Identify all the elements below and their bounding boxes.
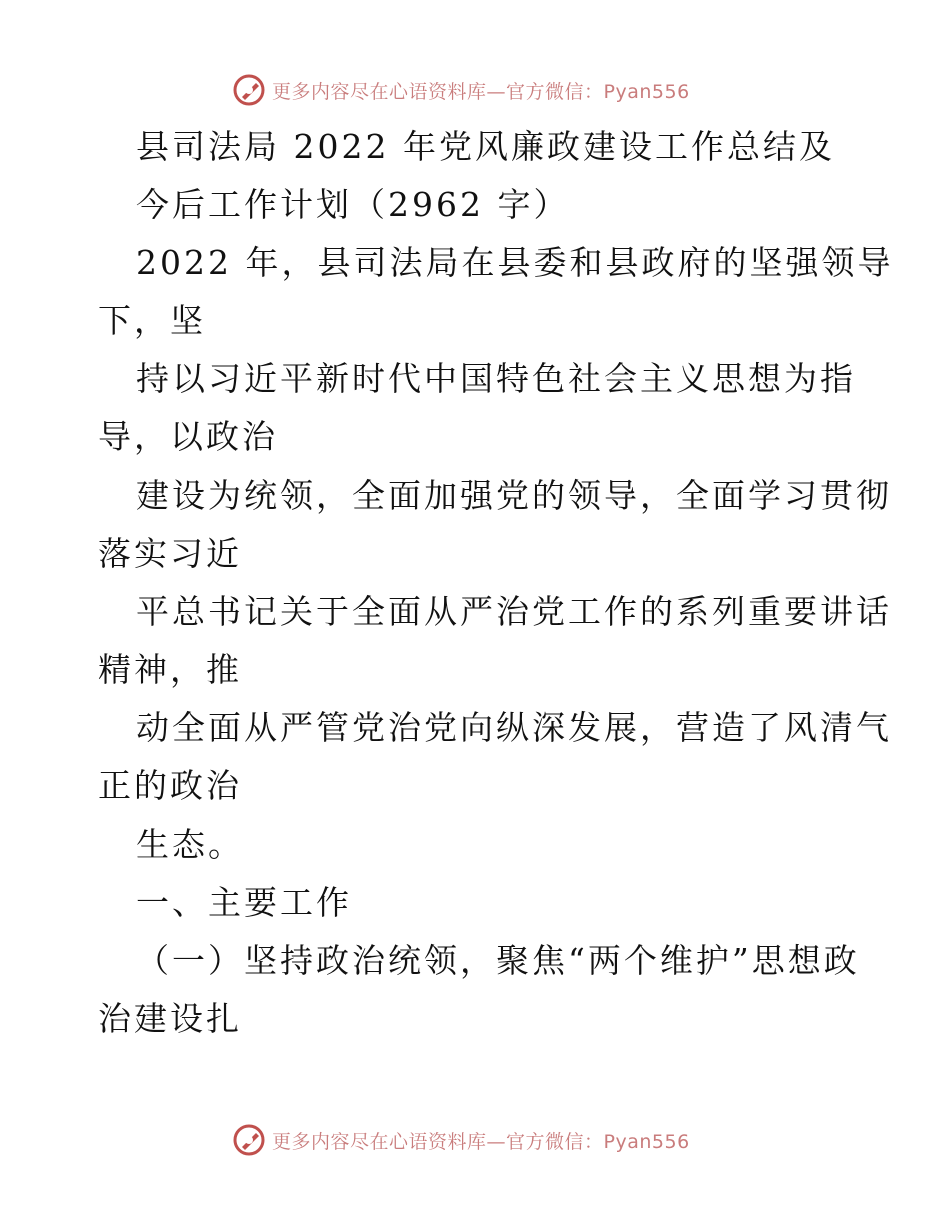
doc-title-line-2: 今后工作计划（2962 字） — [136, 185, 570, 224]
paragraph-line: 平总书记关于全面从严治党工作的系列重要讲话 — [136, 592, 892, 631]
paragraph-line: 下，坚 — [98, 301, 206, 340]
pen-seal-icon — [232, 73, 266, 107]
watermark-header — [232, 70, 690, 110]
watermark-text: 更多内容尽在心语资料库—官方微信：Pyan556 — [272, 80, 690, 103]
watermark-footer — [232, 1120, 690, 1160]
paragraph-line: 2022 年，县司法局在县委和县政府的坚强领导 — [136, 243, 894, 282]
paragraph-line: 生态。 — [136, 825, 244, 864]
paragraph-line: 导，以政治 — [98, 417, 278, 456]
paragraph-line: 正的政治 — [98, 766, 242, 805]
paragraph-line: 落实习近 — [98, 534, 242, 573]
paragraph-line: 动全面从严管党治党向纵深发展，营造了风清气 — [136, 708, 892, 747]
paragraph-line: 持以习近平新时代中国特色社会主义思想为指 — [136, 359, 856, 398]
subsection-heading: （一）坚持政治统领，聚焦“两个维护”思想政 — [136, 941, 860, 980]
paragraph-line: 建设为统领，全面加强党的领导，全面学习贯彻 — [136, 476, 892, 515]
watermark-text: 更多内容尽在心语资料库—官方微信：Pyan556 — [272, 1130, 690, 1153]
paragraph-line: 精神，推 — [98, 650, 242, 689]
doc-title-line-1: 县司法局 2022 年党风廉政建设工作总结及 — [136, 127, 835, 166]
section-heading: 一、主要工作 — [136, 883, 352, 922]
subsection-heading-cont: 治建设扎 — [98, 999, 242, 1038]
pen-seal-icon — [232, 1123, 266, 1157]
